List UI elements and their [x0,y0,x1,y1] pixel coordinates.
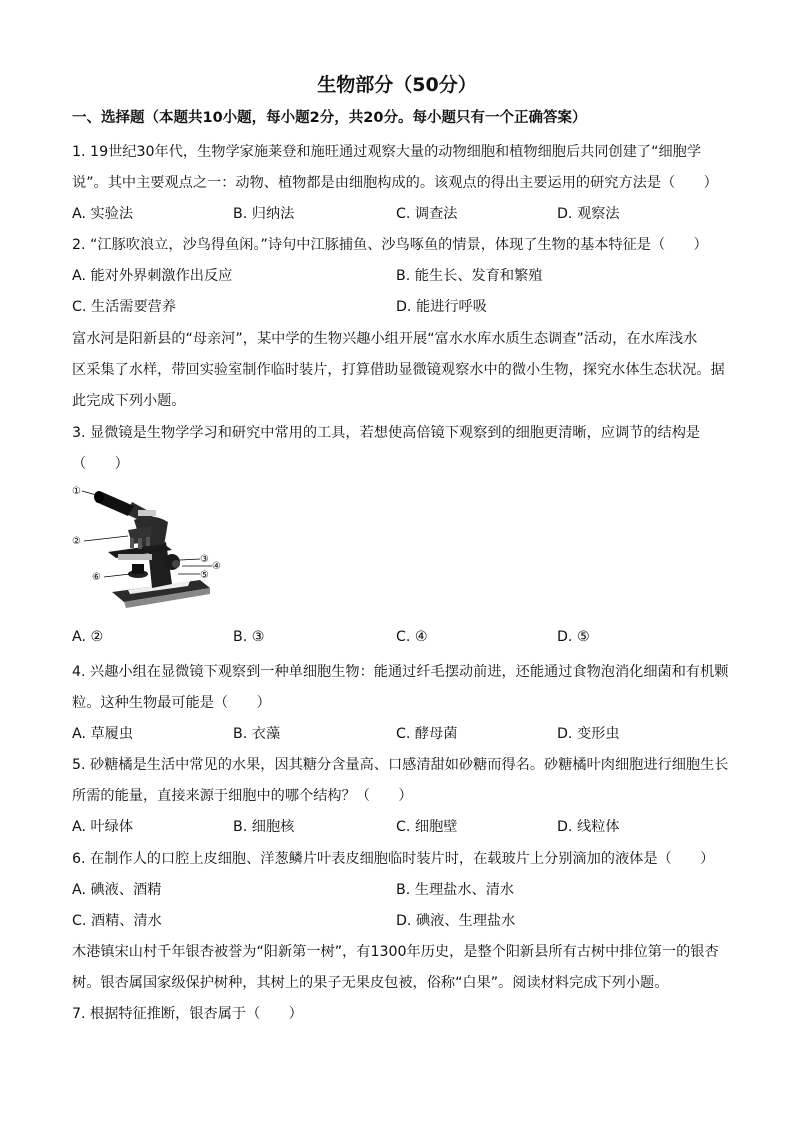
q2-option-a: A. 能对外界刺激作出反应 [72,268,233,284]
q6-option-c: C. 酒精、清水 [72,913,162,929]
microscope-figure [72,480,222,612]
figure-label-5: ⑤ [200,570,209,581]
q3-option-a: A. ② [72,629,104,645]
q3-option-d: D. ⑤ [557,629,590,645]
q1-option-d: D. 观察法 [557,206,620,222]
section-heading: 一、选择题（本题共10小题，每小题2分，共20分。每小题只有一个正确答案） [72,110,587,126]
q5-stem-line2: 所需的能量，直接来源于细胞中的哪个结构？（ ） [72,788,413,804]
figure-label-4: ④ [212,561,221,572]
q1-option-b: B. 归纳法 [233,206,295,222]
q3-option-c: C. ④ [396,629,428,645]
q4-stem-line2: 粒。这种生物最可能是（ ） [72,695,271,711]
figure-label-1: ① [72,486,81,497]
material2-line1: 木港镇宋山村千年银杏被誉为“阳新第一树”，有1300年历史，是整个阳新县所有古树中排位第一的银杏 [72,944,719,960]
q2-option-c: C. 生活需要营养 [72,299,177,315]
q5-option-d: D. 线粒体 [557,819,620,835]
material2-line2: 树。银杏属国家级保护树种，其树上的果子无果皮包被，俗称“白果”。阅读材料完成下列小题。 [72,975,669,991]
q6-stem-line1: 6. 在制作人的口腔上皮细胞、洋葱鳞片叶表皮细胞临时装片时，在载玻片上分别滴加的液体是（ ） [72,851,715,867]
q5-option-b: B. 细胞核 [233,819,295,835]
q5-option-a: A. 叶绿体 [72,819,134,835]
q1-option-c: C. 调查法 [396,206,458,222]
q2-stem-line1: 2. “江豚吹浪立，沙鸟得鱼闲。”诗句中江豚捕鱼、沙鸟啄鱼的情景，体现了生物的基本特征是（ ） [72,237,708,253]
q3-option-b: B. ③ [233,629,265,645]
q6-option-b: B. 生理盐水、清水 [396,882,515,898]
q1-stem-line1: 1. 19世纪30年代，生物学家施莱登和施旺通过观察大量的动物细胞和植物细胞后共同创建了“细胞学 [72,144,702,160]
q1-stem-line2: 说”。其中主要观点之一：动物、植物都是由细胞构成的。该观点的得出主要运用的研究方法是（ ） [72,175,718,191]
q5-stem-line1: 5. 砂糖橘是生活中常见的水果，因其糖分含量高、口感清甜如砂糖而得名。砂糖橘叶肉细胞进行细胞生长 [72,757,729,773]
q1-option-a: A. 实验法 [72,206,134,222]
q4-option-b: B. 衣藻 [233,726,281,742]
material1-line1: 富水河是阳新县的“母亲河”，某中学的生物兴趣小组开展“富水水库水质生态调查”活动，在水库浅水 [72,331,698,347]
q2-option-d: D. 能进行呼吸 [396,299,487,315]
figure-label-6: ⑥ [92,572,101,583]
figure-label-3: ③ [200,554,209,565]
q2-option-b: B. 能生长、发育和繁殖 [396,268,543,284]
q5-option-c: C. 细胞壁 [396,819,458,835]
q4-option-a: A. 草履虫 [72,726,134,742]
q3-stem-line2: （ ） [72,456,129,472]
q6-option-d: D. 碘液、生理盐水 [396,913,516,929]
material1-line2: 区采集了水样，带回实验室制作临时装片，打算借助显微镜观察水中的微小生物，探究水体生态状况。据 [72,362,725,378]
page-title: 生物部分（50分） [317,74,477,96]
q4-option-c: C. 酵母菌 [396,726,458,742]
q3-stem-line1: 3. 显微镜是生物学学习和研究中常用的工具，若想使高倍镜下观察到的细胞更清晰，应调节的结构是 [72,425,701,441]
q4-stem-line1: 4. 兴趣小组在显微镜下观察到一种单细胞生物：能通过纤毛摆动前进，还能通过食物泡消化细菌和有机颗 [72,664,729,680]
material1-line3: 此完成下列小题。 [72,393,186,409]
figure-label-2: ② [72,536,81,547]
q7-stem-line1: 7. 根据特征推断，银杏属于（ ） [72,1006,303,1022]
q4-option-d: D. 变形虫 [557,726,620,742]
q6-option-a: A. 碘液、酒精 [72,882,162,898]
